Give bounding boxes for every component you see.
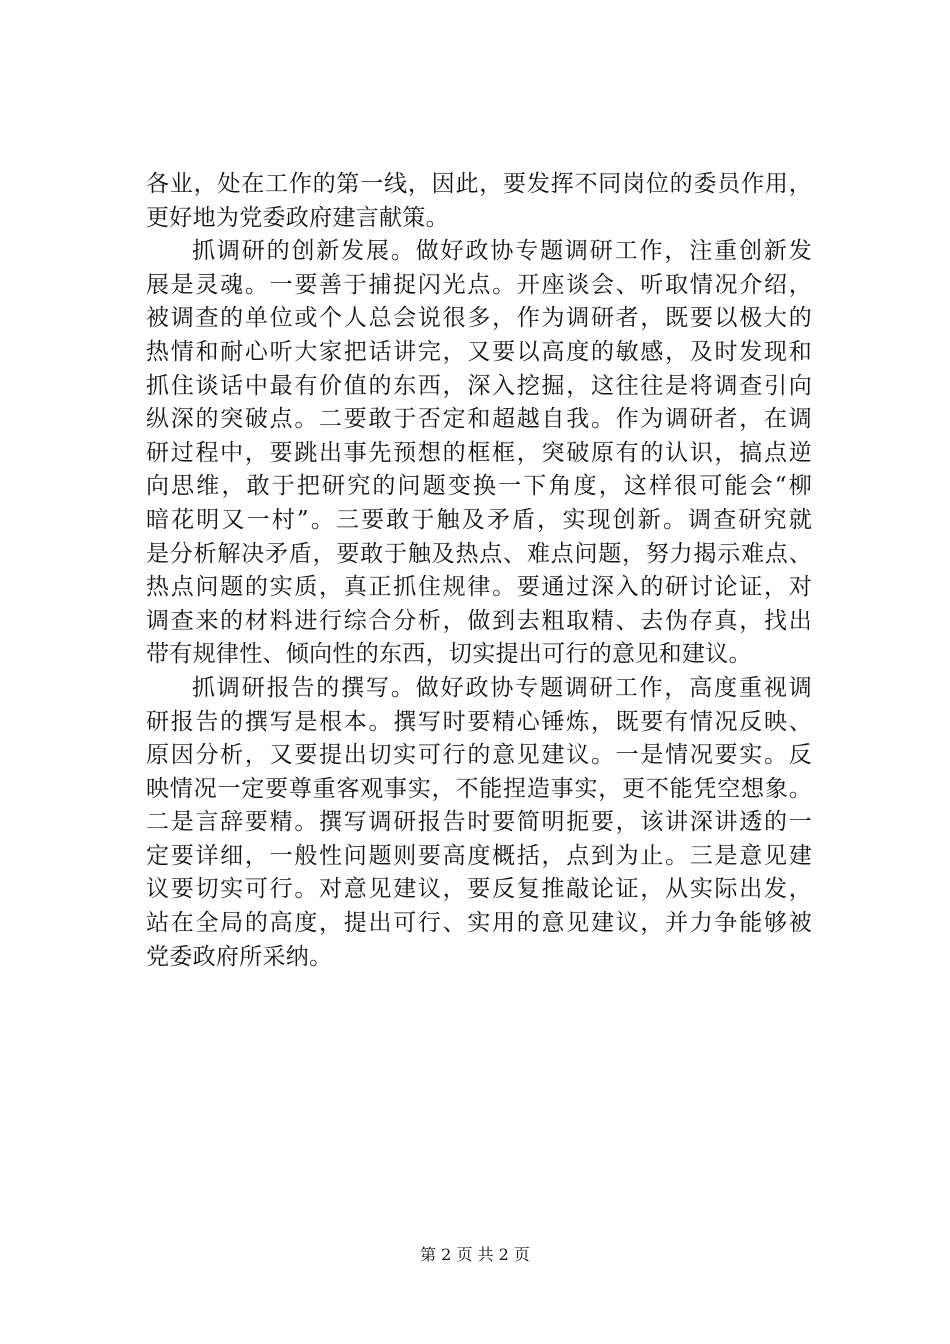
text-line: 议要切实可行。对意见建议，要反复推敲论证，从实际出发， (146, 876, 812, 903)
text-line: 二是言辞要精。撰写调研报告时要简明扼要，该讲深讲透的一 (146, 809, 812, 836)
body-text (146, 168, 812, 974)
text-line: 是分析解决矛盾，要敢于触及热点、难点问题，努力揭示难点、 (146, 540, 812, 567)
text-line: 原因分析，又要提出切实可行的意见建议。一是情况要实。反 (146, 742, 812, 769)
text-line: 映情况一定要尊重客观事实，不能捏造事实，更不能凭空想象。 (146, 775, 812, 802)
text-line: 更好地为党委政府建言献策。 (146, 204, 449, 231)
text-line: 热点问题的实质，真正抓住规律。要通过深入的研讨论证，对 (146, 574, 812, 601)
page-number-footer: 第 2 页 共 2 页 (420, 1245, 530, 1264)
text-line: 带有规律性、倾向性的东西，切实提出可行的意见和建议。 (146, 641, 752, 668)
paragraph-first-line: 抓调研报告的撰写。做好政协专题调研工作，高度重视调 (192, 674, 812, 701)
text-line: 热情和耐心听大家把话讲完，又要以高度的敏感，及时发现和 (146, 338, 812, 365)
text-line: 调查来的材料进行综合分析，做到去粗取精、去伪存真，找出 (146, 607, 812, 634)
text-line: 党委政府所采纳。 (146, 943, 333, 970)
text-line: 被调查的单位或个人总会说很多，作为调研者，既要以极大的 (146, 305, 812, 332)
text-line: 纵深的突破点。二要敢于否定和超越自我。作为调研者，在调 (146, 406, 812, 433)
text-line: 研报告的撰写是根本。撰写时要精心锤炼，既要有情况反映、 (146, 708, 812, 735)
paragraph-first-line: 抓调研的创新发展。做好政协专题调研工作，注重创新发 (192, 238, 812, 265)
text-line: 抓住谈话中最有价值的东西，深入挖掘，这往往是将调查引向 (146, 372, 812, 399)
text-line: 各业，处在工作的第一线，因此，要发挥不同岗位的委员作用， (146, 171, 812, 197)
text-line: 暗花明又一村”。三要敢于触及矛盾，实现创新。调查研究就 (146, 506, 812, 533)
text-line: 研过程中，要跳出事先预想的框框，突破原有的认识，搞点逆 (146, 439, 812, 466)
text-line: 展是灵魂。一要善于捕捉闪光点。开座谈会、听取情况介绍， (146, 271, 812, 298)
text-line: 向思维，敢于把研究的问题变换一下角度，这样很可能会“柳 (146, 473, 812, 500)
text-line: 定要详细，一般性问题则要高度概括，点到为止。三是意见建 (146, 842, 812, 869)
text-line: 站在全局的高度，提出可行、实用的意见建议，并力争能够被 (146, 910, 812, 937)
